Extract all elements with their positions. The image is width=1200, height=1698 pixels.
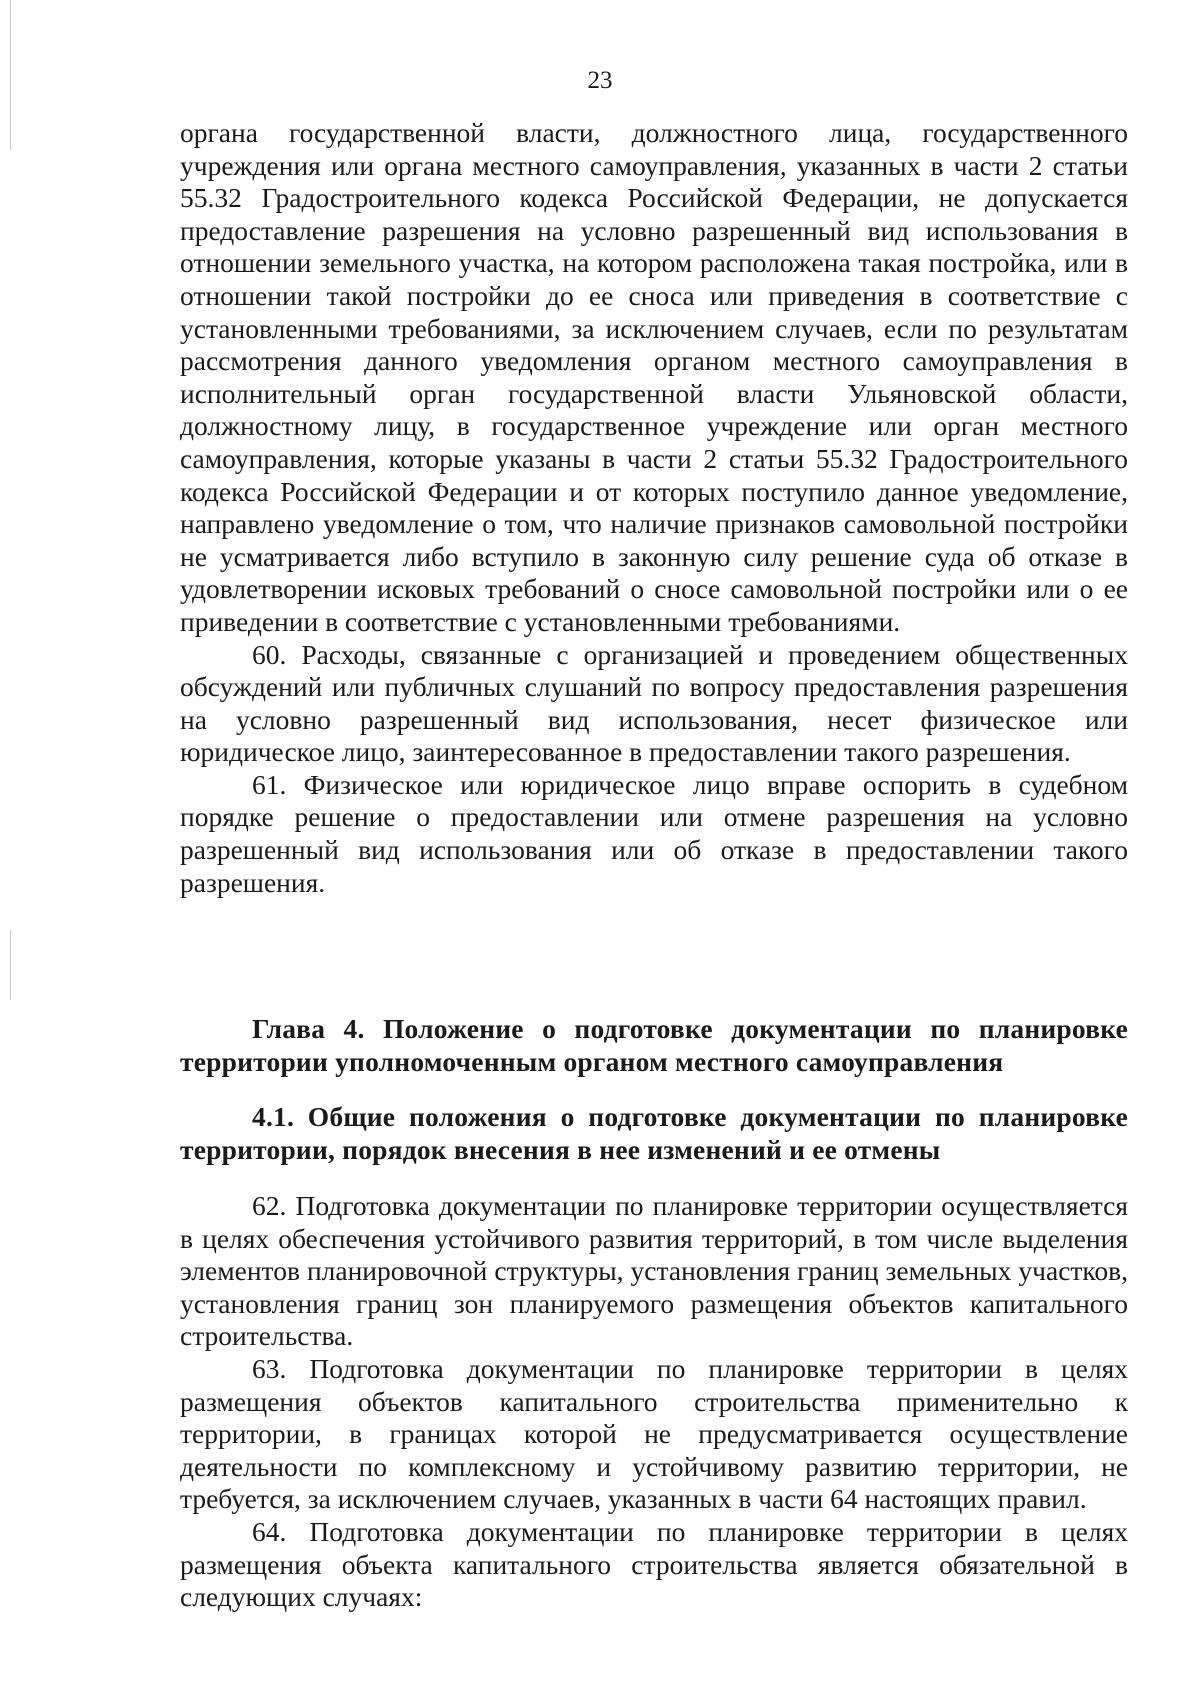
chapter-heading-block [180,1013,1128,1078]
paragraph-63: 63. Подготовка документации по планировке территории в целях размещения объектов капитального строительства применительно к территории, в границах которой не предусматривается осуществление деятельности по комплексному и устойчивому развитию территории, не требуется, за исключением случаев, указанных в части 64 настоящих правил. [180,1352,1128,1515]
paragraph-64: 64. Подготовка документации по планировке территории в целях размещения объекта капитального строительства является обязательной в следующих случаях: [180,1515,1128,1613]
paragraph-60: 60. Расходы, связанные с организацией и проведением общественных обсуждений или публичных слушаний по вопросу предоставления разрешения на условно разрешенный вид использования, несет физическое или юридическое лицо, заинтересованное в предоставлении такого разрешения. [180,638,1128,768]
section-heading: 4.1. Общие положения о подготовке документации по планировке территории, порядок внесения в нее изменений и ее отмены [180,1101,1128,1165]
body-text-top [180,117,1128,899]
paragraph-continuation: органа государственной власти, должностного лица, государственного учреждения или органа местного самоуправления, указанных в части 2 статьи 55.32 Градостроительного кодекса Российской Федерации, не допускается предоставление разрешения на условно разрешенный вид использования в отношении земельного участка, на котором расположена такая постройка, или в отношении такой постройки до ее сноса или приведения в соответствие с установленными требованиями, за исключением случаев, если по результатам рассмотрения данного уведомления органом местного самоуправления в исполнительный орган государственной власти Ульяновской области, должностному лицу, в государственное учреждение или орган местного самоуправления, которые указаны в части 2 статьи 55.32 Градостроительного кодекса Российской Федерации и от которых поступило данное уведомление, направлено уведомление о том, что наличие признаков самовольной постройки не усматривается либо вступило в законную силу решение суда об отказе в удовлетворении исковых требований о сносе самовольной постройки или о ее приведении в соответствие с установленными требованиями. [180,117,1128,637]
section-heading-block [180,1101,1128,1166]
page-number: 23 [587,67,613,94]
paragraph-62: 62. Подготовка документации по планировке территории осуществляется в целях обеспечения устойчивого развития территорий, в том числе выделения элементов планировочной структуры, установления границ земельных участков, установления границ зон планируемого размещения объектов капитального строительства. [180,1190,1128,1352]
scan-margin-mark [10,930,11,1000]
body-text-bottom [180,1190,1128,1614]
paragraph-61: 61. Физическое или юридическое лицо вправе оспорить в судебном порядке решение о предоставлении или отмене разрешения на условно разрешенный вид использования или об отказе в предоставлении такого разрешения. [180,768,1128,898]
chapter-heading: Глава 4. Положение о подготовке документации по планировке территории уполномоченным органом местного самоуправления [180,1013,1128,1077]
